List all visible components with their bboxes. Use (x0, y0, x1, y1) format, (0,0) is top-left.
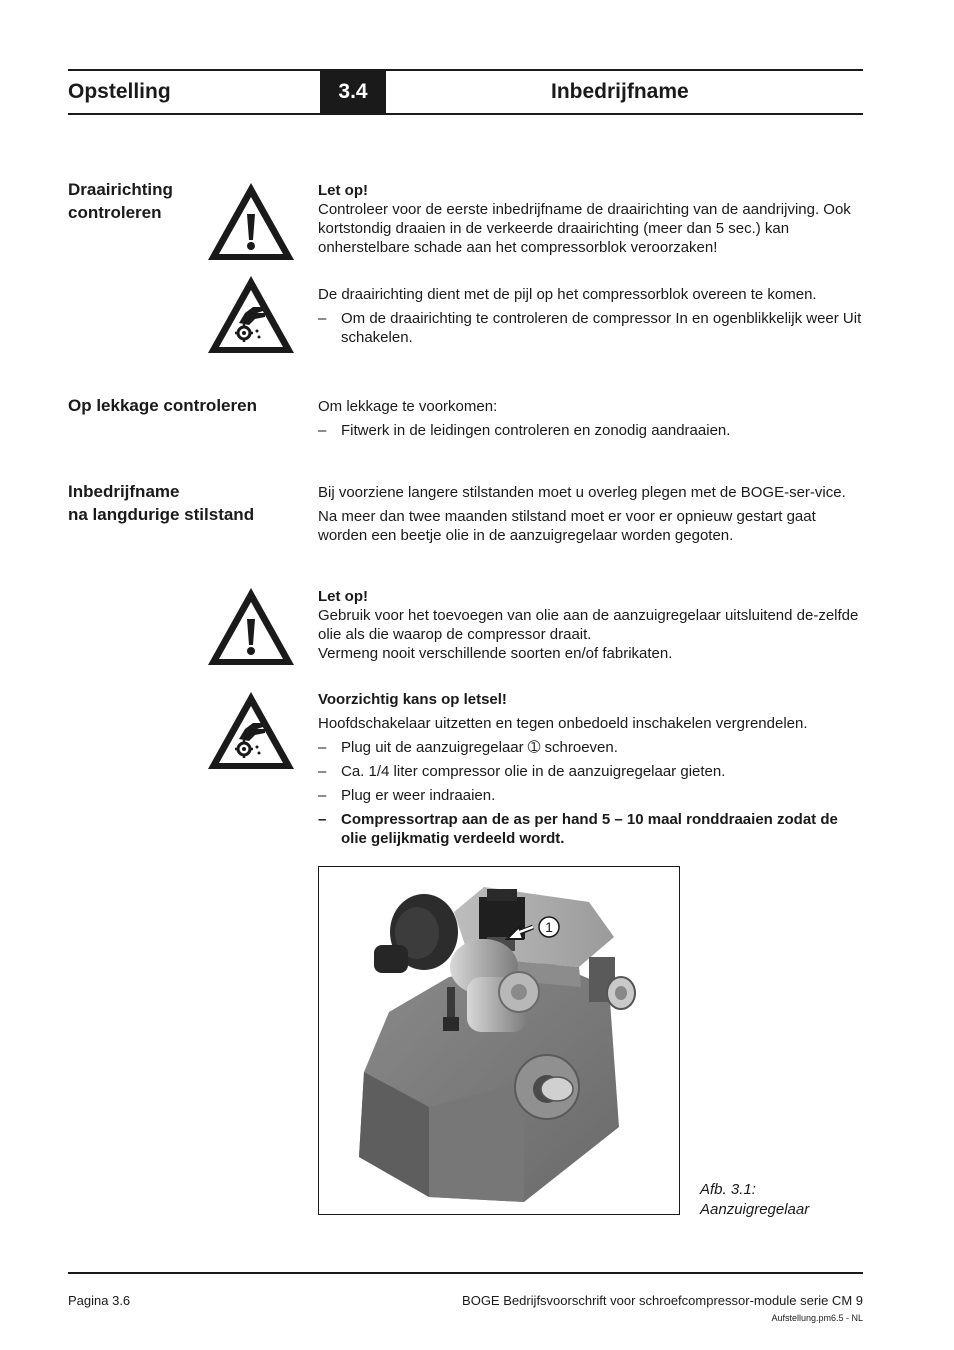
chapter-title: Opstelling (68, 80, 171, 103)
figure-frame (318, 866, 680, 1215)
standstill-warning-label: Let op! (318, 588, 368, 605)
footer-rule (68, 1272, 863, 1274)
standstill-warning-text2: Vermeng nooit verschillende soorten en/of fabrikaten. (318, 645, 673, 662)
page-number: Pagina 3.6 (68, 1293, 131, 1308)
caution-label: Voorzichtig kans op letsel! (318, 691, 507, 708)
caution-step: – Plug uit de aanzuigregelaar ➀ schroeven. (318, 738, 863, 757)
standstill-para2: Na meer dan twee maanden stilstand moet er voor er opnieuw gestart gaat worden een beetje olie in de aanzuigregelaar worden gegoten. (318, 508, 816, 544)
caution-step: – Compressortrap aan de as per hand 5 – 10 maal ronddraaien zodat de olie gelijkmatig verdeeld wordt. (318, 810, 863, 848)
callout-label: 1 (545, 919, 553, 935)
leakage-heading: Op lekkage controleren (68, 396, 257, 415)
warning-exclamation-icon (205, 585, 297, 667)
direction-warning-label: Let op! (318, 182, 368, 199)
direction-instruction: De draairichting dient met de pijl op het compressorblok overeen te komen. (318, 286, 817, 303)
caution-step: – Ca. 1/4 liter compressor olie in de aanzuigregelaar gieten. (318, 762, 863, 781)
caution-text: Hoofdschakelaar uitzetten en tegen onbedoeld inschakelen vergrendelen. (318, 715, 808, 732)
leakage-step: – Fitwerk in de leidingen controleren en zonodig aandraaien. (318, 421, 863, 440)
leakage-intro: Om lekkage te voorkomen: (318, 398, 498, 415)
direction-warning-text: Controleer voor de eerste inbedrijfname de draairichting van de aandrijving. Ook kortstondig draaien in de verkeerde draairichting (meer dan 5 sec.) kan onherstelbare schade aan het compressorblok veroorzaken! (318, 201, 851, 256)
standstill-warning-text1: Gebruik voor het toevoegen van olie aan de aanzuigregelaar uitsluitend de-zelfde olie als die waarop de compressor draait. (318, 607, 859, 643)
standstill-warning-block (318, 587, 863, 663)
warning-exclamation-icon (205, 180, 297, 262)
hand-injury-gear-icon (205, 689, 297, 771)
leakage-block (318, 397, 863, 440)
direction-step: – Om de draairichting te controleren de compressor In en ogenblikkelijk weer Uit schakelen. (318, 309, 863, 347)
file-reference: Aufstellung.pm6.5 - NL (771, 1313, 863, 1323)
direction-warning-block (318, 181, 863, 257)
section-title: Inbedrijfname (551, 80, 689, 103)
direction-heading: Draairichting controleren (68, 180, 173, 222)
hand-injury-gear-icon (205, 273, 297, 355)
figure-caption: Afb. 3.1: Aanzuigregelaar (700, 1181, 810, 1218)
header-top-rule (68, 69, 863, 71)
section-number: 3.4 (320, 70, 386, 114)
standstill-heading: Inbedrijfname na langdurige stilstand (68, 482, 255, 524)
header-bottom-rule (68, 113, 863, 115)
standstill-intro-block (318, 483, 863, 545)
compressor-photo (319, 867, 679, 1214)
caution-step: – Plug er weer indraaien. (318, 786, 863, 805)
manual-title: BOGE Bedrijfsvoorschrift voor schroefcompressor-module serie CM 9 (462, 1293, 863, 1308)
standstill-para1: Bij voorziene langere stilstanden moet u overleg plegen met de BOGE-ser-vice. (318, 484, 846, 501)
standstill-caution-block (318, 690, 863, 848)
direction-instruction-block (318, 285, 863, 347)
